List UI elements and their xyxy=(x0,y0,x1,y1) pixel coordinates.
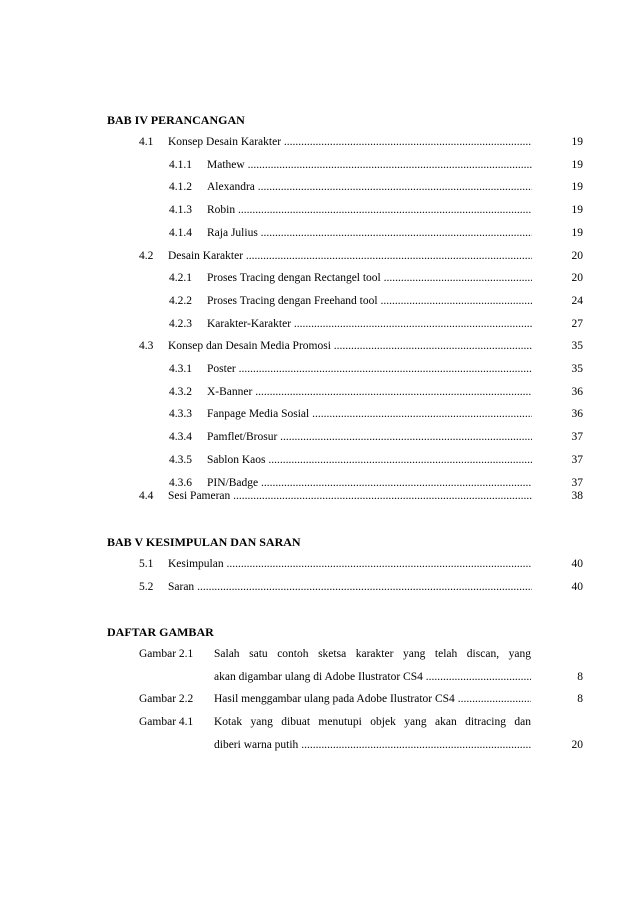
entry-number: 4.1.2 xyxy=(169,181,192,193)
entry-title: Konsep Desain Karakter ..... xyxy=(168,135,532,149)
figure-caption-line1: Salah satu contoh sketsa karakter yang telah discan, yang xyxy=(214,648,531,660)
entry-title: Fanpage Media Sosial ..... xyxy=(207,407,532,421)
entry-number: 4.3.1 xyxy=(169,363,192,375)
toc-entry-4-3-1[interactable] xyxy=(0,362,638,376)
toc-entry-4-4[interactable] xyxy=(0,489,638,503)
entry-number: 4.2 xyxy=(139,250,154,262)
entry-page: 36 xyxy=(571,408,583,420)
entry-page: 38 xyxy=(571,490,583,502)
entry-title: Kesimpulan ..... xyxy=(168,557,532,571)
entry-title: X-Banner ..... xyxy=(207,385,532,399)
entry-number: 4.4 xyxy=(139,490,154,502)
entry-title: PIN/Badge ..... xyxy=(207,476,532,490)
entry-title: Desain Karakter ..... xyxy=(168,249,532,263)
figure-page: 20 xyxy=(571,739,583,751)
toc-entry-4-2[interactable] xyxy=(0,249,638,263)
entry-page: 24 xyxy=(571,295,583,307)
bab5-heading: BAB V KESIMPULAN DAN SARAN xyxy=(107,535,301,549)
figure-caption-line1: Hasil menggambar ulang pada Adobe Ilustrator CS4 ..... xyxy=(214,692,531,706)
entry-number: 4.1.1 xyxy=(169,159,192,171)
entry-title: Sesi Pameran ..... xyxy=(168,489,532,503)
entry-number: 4.3 xyxy=(139,340,154,352)
entry-page: 37 xyxy=(571,477,583,489)
toc-entry-4-1[interactable] xyxy=(0,135,638,149)
entry-title: Robin ..... xyxy=(207,203,532,217)
figure-page: 8 xyxy=(577,693,583,705)
toc-entry-4-2-1[interactable] xyxy=(0,271,638,285)
entry-number: 5.2 xyxy=(139,581,154,593)
toc-entry-4-3-6[interactable] xyxy=(0,476,638,490)
entry-title: Alexandra ..... xyxy=(207,180,532,194)
toc-entry-5-2[interactable] xyxy=(0,580,638,594)
entry-title: Proses Tracing dengan Rectangel tool ..... xyxy=(207,271,532,285)
entry-number: 4.1.4 xyxy=(169,227,192,239)
entry-page: 35 xyxy=(571,363,583,375)
entry-page: 36 xyxy=(571,386,583,398)
entry-number: 4.3.6 xyxy=(169,477,192,489)
entry-title: Saran ..... xyxy=(168,580,532,594)
toc-entry-4-1-2[interactable] xyxy=(0,180,638,194)
toc-entry-4-3-5[interactable] xyxy=(0,453,638,467)
toc-entry-5-1[interactable] xyxy=(0,557,638,571)
entry-page: 19 xyxy=(571,204,583,216)
entry-title: Karakter-Karakter ..... xyxy=(207,317,532,331)
figure-caption-line2: akan digambar ulang di Adobe Ilustrator CS4 ..... xyxy=(214,670,531,684)
figure-caption-line1: Kotak yang dibuat menutupi objek yang akan ditracing dan xyxy=(214,716,531,728)
entry-page: 40 xyxy=(571,558,583,570)
figure-label: Gambar 2.1 xyxy=(139,648,194,660)
entry-page: 35 xyxy=(571,340,583,352)
toc-entry-4-3-3[interactable] xyxy=(0,407,638,421)
entry-number: 4.3.2 xyxy=(169,386,192,398)
figure-label: Gambar 2.2 xyxy=(139,693,194,705)
toc-entry-4-2-3[interactable] xyxy=(0,317,638,331)
toc-entry-4-2-2[interactable] xyxy=(0,294,638,308)
toc-entry-4-1-1[interactable] xyxy=(0,158,638,172)
bab4-heading: BAB IV PERANCANGAN xyxy=(107,113,245,127)
entry-number: 4.2.1 xyxy=(169,272,192,284)
entry-number: 4.3.4 xyxy=(169,431,192,443)
entry-title: Proses Tracing dengan Freehand tool ..... xyxy=(207,294,532,308)
entry-page: 27 xyxy=(571,318,583,330)
entry-page: 20 xyxy=(571,250,583,262)
entry-title: Poster ..... xyxy=(207,362,532,376)
entry-page: 20 xyxy=(571,272,583,284)
entry-number: 4.2.3 xyxy=(169,318,192,330)
entry-number: 4.1.3 xyxy=(169,204,192,216)
entry-page: 19 xyxy=(571,136,583,148)
figure-label: Gambar 4.1 xyxy=(139,716,194,728)
entry-number: 4.1 xyxy=(139,136,154,148)
toc-entry-4-3[interactable] xyxy=(0,339,638,353)
entry-title: Mathew ..... xyxy=(207,158,532,172)
daftar-gambar-heading: DAFTAR GAMBAR xyxy=(107,625,214,639)
entry-page: 19 xyxy=(571,227,583,239)
entry-title: Pamflet/Brosur ..... xyxy=(207,430,532,444)
entry-number: 4.2.2 xyxy=(169,295,192,307)
entry-page: 37 xyxy=(571,431,583,443)
figure-page: 8 xyxy=(577,671,583,683)
entry-number: 4.3.5 xyxy=(169,454,192,466)
entry-page: 40 xyxy=(571,581,583,593)
toc-entry-4-3-4[interactable] xyxy=(0,430,638,444)
figure-caption-line2: diberi warna putih ..... xyxy=(214,738,531,752)
entry-title: Sablon Kaos ..... xyxy=(207,453,532,467)
entry-title: Raja Julius ..... xyxy=(207,226,532,240)
entry-page: 19 xyxy=(571,181,583,193)
toc-entry-4-1-3[interactable] xyxy=(0,203,638,217)
entry-number: 5.1 xyxy=(139,558,154,570)
entry-page: 37 xyxy=(571,454,583,466)
entry-page: 19 xyxy=(571,159,583,171)
entry-number: 4.3.3 xyxy=(169,408,192,420)
toc-entry-4-1-4[interactable] xyxy=(0,226,638,240)
entry-title: Konsep dan Desain Media Promosi ..... xyxy=(168,339,532,353)
toc-entry-4-3-2[interactable] xyxy=(0,385,638,399)
